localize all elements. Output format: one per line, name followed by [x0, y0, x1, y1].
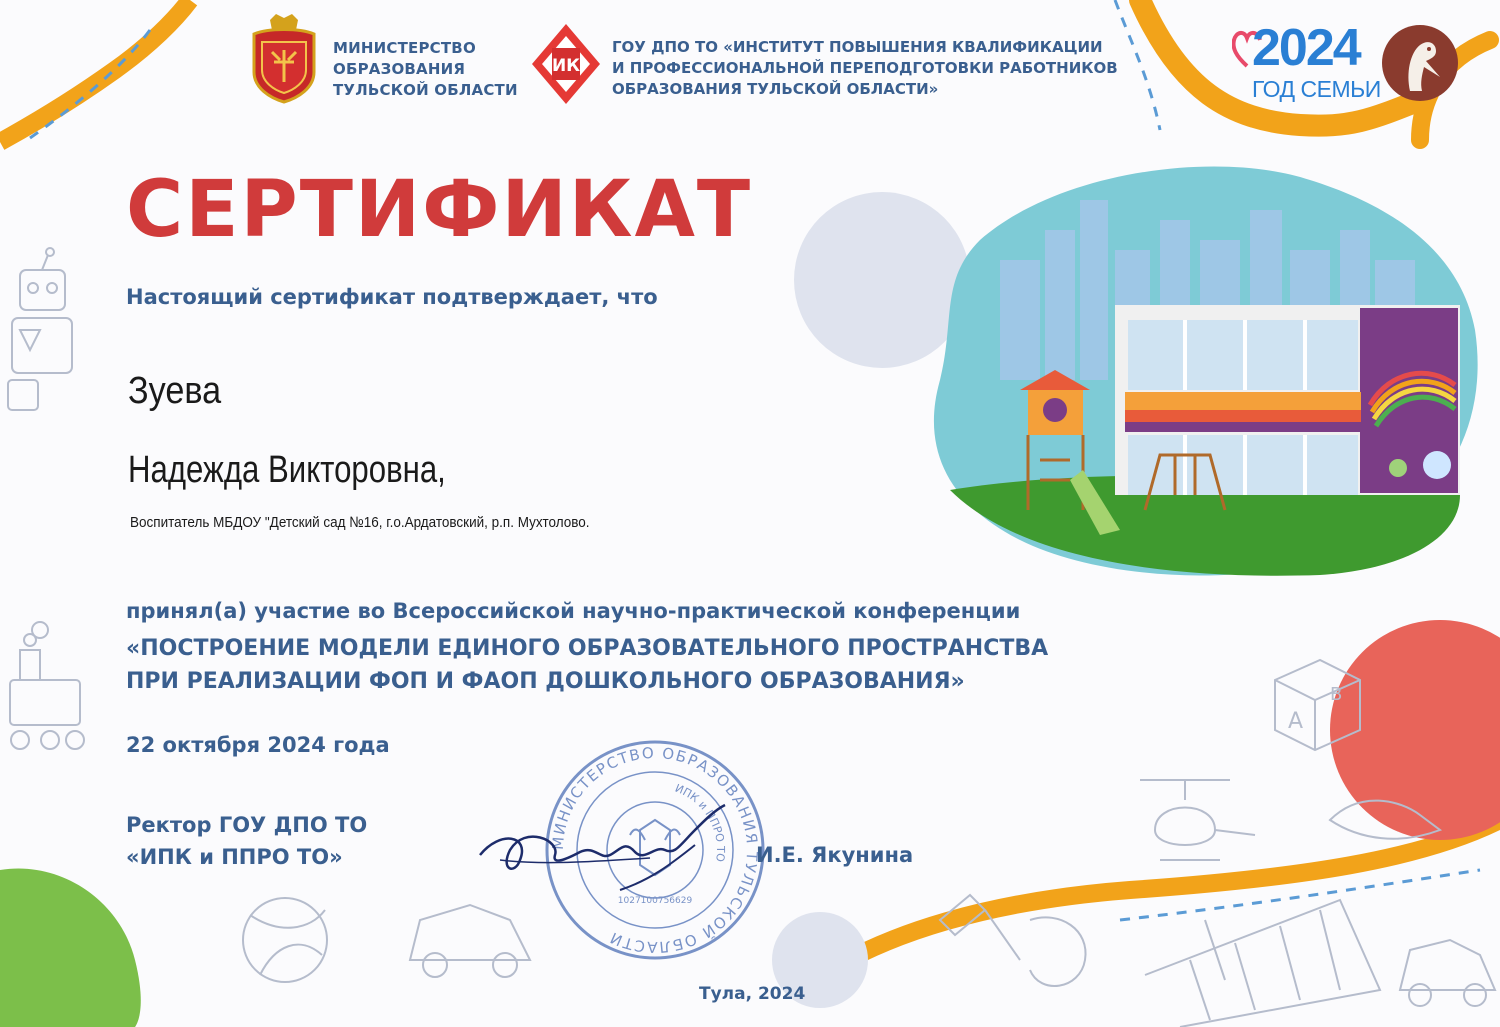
- svg-text:A: A: [1288, 709, 1304, 734]
- recipient-position: Воспитатель МБДОУ "Детский сад №16, г.о.Ардатовский, р.п. Мухтолово.: [130, 514, 590, 531]
- rector-title-line: «ИПК и ППРО ТО»: [126, 845, 343, 869]
- robot-doodle: [8, 248, 72, 410]
- institute-name: [612, 37, 1132, 100]
- ministry-line: ТУЛЬСКОЙ ОБЛАСТИ: [333, 81, 518, 99]
- institute-line: И ПРОФЕССИОНАЛЬНОЙ ПЕРЕПОДГОТОВКИ РАБОТНИКОВ: [612, 59, 1118, 77]
- institute-line: ГОУ ДПО ТО «ИНСТИТУТ ПОВЫШЕНИЯ КВАЛИФИКАЦИИ: [612, 38, 1103, 56]
- tula-coat-of-arms-icon: [248, 12, 320, 104]
- handwritten-signature: [470, 790, 740, 910]
- rector-title-line: Ректор ГОУ ДПО ТО: [126, 813, 368, 837]
- ipk-logo-icon: [530, 22, 602, 106]
- ministry-line: МИНИСТЕРСТВО: [333, 39, 476, 57]
- conference-title-line: «ПОСТРОЕНИЕ МОДЕЛИ ЕДИНОГО ОБРАЗОВАТЕЛЬНОГО ПРОСТРАНСТВА: [126, 636, 1049, 661]
- year-logo-number: 2024: [1252, 19, 1360, 77]
- conference-title-line: ПРИ РЕАЛИЗАЦИИ ФОП И ФАОП ДОШКОЛЬНОГО ОБРАЗОВАНИЯ»: [126, 669, 965, 694]
- xylophone-doodle: [1145, 900, 1380, 1027]
- train-doodle: [10, 622, 84, 749]
- place-and-year: Тула, 2024: [699, 984, 806, 1004]
- stamp-outer-text: МИНИСТЕРСТВО ОБРАЗОВАНИЯ ТУЛЬСКОЙ ОБЛАСТИ: [548, 743, 762, 957]
- conference-title: [126, 632, 1048, 698]
- signatory-name: И.Е. Якунина: [756, 843, 914, 867]
- year-logo-text: ГОД СЕМЬИ: [1252, 76, 1381, 102]
- ipk-logo-text: ИК: [551, 56, 581, 76]
- participation-text: принял(а) участие во Всероссийской научно-практической конференции: [126, 599, 1021, 623]
- kindergarten-illustration: [920, 150, 1480, 580]
- conference-date: 22 октября 2024 года: [126, 733, 390, 757]
- stamp-number: 1027100756629: [617, 896, 693, 906]
- stamp-inner-text: ИПК и ППРО ТО: [673, 781, 728, 863]
- certificate-title: СЕРТИФИКАТ: [126, 165, 753, 255]
- rector-title: [126, 809, 367, 873]
- institute-line: ОБРАЗОВАНИЯ ТУЛЬСКОЙ ОБЛАСТИ»: [612, 80, 939, 98]
- ministry-name: [333, 38, 533, 101]
- recipient-surname: Зуева: [128, 370, 222, 412]
- recipient-given-names: Надежда Викторовна,: [128, 449, 446, 491]
- ministry-line: ОБРАЗОВАНИЯ: [333, 60, 466, 78]
- svg-text:B: B: [1330, 684, 1343, 705]
- pelican-logo-icon: [1380, 23, 1460, 103]
- confirms-text: Настоящий сертификат подтверждает, что: [126, 285, 658, 309]
- ball-doodle: [243, 898, 327, 982]
